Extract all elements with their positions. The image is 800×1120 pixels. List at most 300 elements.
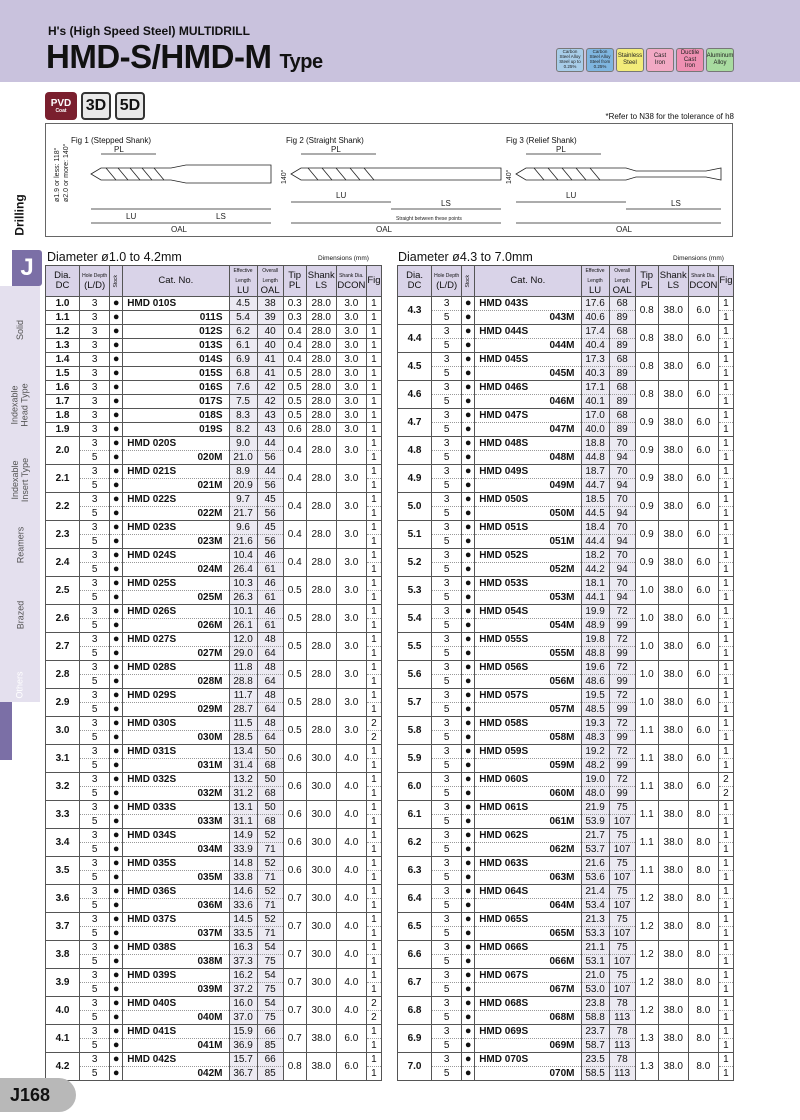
fig-cell: 1 <box>718 395 733 409</box>
fig-cell: 1 <box>366 605 381 619</box>
lu-cell: 28.8 <box>229 675 257 689</box>
lu-cell: 36.7 <box>229 1067 257 1081</box>
lu-cell: 53.4 <box>581 899 609 913</box>
oal-cell: 89 <box>609 339 635 353</box>
side-tab-brazed[interactable]: Brazed <box>15 600 25 630</box>
col-header-line2: PL <box>640 280 653 291</box>
lu-cell: 53.1 <box>581 955 609 969</box>
dia-cell: 2.1 <box>46 465 80 493</box>
dcon-cell: 4.0 <box>336 745 366 773</box>
stock-dot: ● <box>110 325 123 339</box>
stock-dot: ● <box>462 605 475 619</box>
fig-cell: 1 <box>366 899 381 913</box>
col-header-line1: Fig <box>367 275 381 286</box>
ld-cell: 3 <box>432 857 462 871</box>
oal-cell: 64 <box>257 647 283 661</box>
ld-cell: 3 <box>80 549 110 563</box>
ld-cell: 5 <box>80 507 110 521</box>
col-header-stock <box>462 266 475 297</box>
stock-dot: ● <box>462 311 475 325</box>
lu-cell: 48.5 <box>581 703 609 717</box>
dcon-cell: 3.0 <box>336 325 366 339</box>
col-header-line2: (L/D) <box>84 280 106 291</box>
cat-no-cell: 034M <box>123 843 229 857</box>
cat-no-cell: HMD 065S <box>475 913 581 927</box>
fig-cell: 1 <box>718 311 733 325</box>
ld-cell: 5 <box>432 787 462 801</box>
lu-cell: 16.2 <box>229 969 257 983</box>
stock-dot: ● <box>462 535 475 549</box>
oal-cell: 75 <box>609 969 635 983</box>
pl-cell: 0.4 <box>283 549 306 577</box>
stock-dot: ● <box>462 297 475 311</box>
pl-cell: 0.9 <box>635 437 658 465</box>
badge-3d: 3D <box>81 92 111 120</box>
stock-dot: ● <box>462 633 475 647</box>
stock-dot: ● <box>110 969 123 983</box>
oal-cell: 40 <box>257 325 283 339</box>
oal-cell: 72 <box>609 661 635 675</box>
cat-no-cell: HMD 070S <box>475 1053 581 1067</box>
dia-cell: 4.0 <box>46 997 80 1025</box>
ls-cell: 38.0 <box>658 1053 688 1081</box>
ls-cell: 28.0 <box>306 633 336 661</box>
ld-cell: 3 <box>80 941 110 955</box>
pl-cell: 0.9 <box>635 521 658 549</box>
lu-cell: 18.7 <box>581 465 609 479</box>
side-tab-insert[interactable]: Indexable Insert Type <box>10 457 31 503</box>
table-row <box>46 661 382 675</box>
cat-no-cell: 037M <box>123 927 229 941</box>
cat-no-cell: HMD 033S <box>123 801 229 815</box>
pl-cell: 0.7 <box>283 997 306 1025</box>
col-header-shank <box>306 266 336 297</box>
ld-cell: 3 <box>80 1025 110 1039</box>
pl-cell: 0.7 <box>283 1025 306 1053</box>
lu-cell: 44.1 <box>581 591 609 605</box>
pl-cell: 1.0 <box>635 689 658 717</box>
table-row <box>398 997 734 1011</box>
dia-cell: 5.9 <box>398 745 432 773</box>
col-header-dia <box>46 266 80 297</box>
ld-cell: 5 <box>432 927 462 941</box>
cat-no-cell: HMD 063S <box>475 857 581 871</box>
ld-cell: 3 <box>80 885 110 899</box>
ld-cell: 5 <box>432 647 462 661</box>
fig-cell: 1 <box>366 535 381 549</box>
dia-cell: 3.4 <box>46 829 80 857</box>
ld-cell: 3 <box>432 1025 462 1039</box>
table-row <box>46 605 382 619</box>
ls-cell: 28.0 <box>306 689 336 717</box>
stock-dot: ● <box>110 521 123 535</box>
ld-cell: 3 <box>80 521 110 535</box>
dia-cell: 3.7 <box>46 913 80 941</box>
fig-cell: 1 <box>718 717 733 731</box>
ld-cell: 3 <box>432 689 462 703</box>
stock-dot: ● <box>462 997 475 1011</box>
cat-no-cell: HMD 054S <box>475 605 581 619</box>
dcon-cell: 6.0 <box>688 605 718 633</box>
fig-cell: 1 <box>718 339 733 353</box>
ld-cell: 5 <box>432 535 462 549</box>
stock-dot: ● <box>110 339 123 353</box>
ls-cell: 28.0 <box>306 465 336 493</box>
fig-cell: 1 <box>366 325 381 339</box>
oal-cell: 113 <box>609 1011 635 1025</box>
table-row <box>398 661 734 675</box>
lu-cell: 16.3 <box>229 941 257 955</box>
ls-cell: 30.0 <box>306 801 336 829</box>
dcon-cell: 6.0 <box>688 437 718 465</box>
lu-cell: 53.7 <box>581 843 609 857</box>
dia-cell: 6.4 <box>398 885 432 913</box>
ls-cell: 38.0 <box>658 493 688 521</box>
dia-cell: 1.2 <box>46 325 80 339</box>
stock-dot: ● <box>110 745 123 759</box>
dcon-cell: 6.0 <box>336 1053 366 1081</box>
col-header-line2: LS <box>667 280 680 291</box>
dcon-cell: 3.0 <box>336 409 366 423</box>
lu-cell: 5.4 <box>229 311 257 325</box>
lu-cell: 40.6 <box>581 311 609 325</box>
dia-cell: 3.3 <box>46 801 80 829</box>
lu-cell: 23.5 <box>581 1053 609 1067</box>
table-row <box>46 633 382 647</box>
ls-cell: 30.0 <box>306 857 336 885</box>
dcon-cell: 4.0 <box>336 997 366 1025</box>
oal-cell: 107 <box>609 815 635 829</box>
fig-cell: 2 <box>366 1011 381 1025</box>
ld-cell: 5 <box>432 703 462 717</box>
stock-dot: ● <box>110 703 123 717</box>
ld-cell: 5 <box>432 1011 462 1025</box>
oal-cell: 75 <box>609 829 635 843</box>
lu-cell: 44.7 <box>581 479 609 493</box>
fig-cell: 1 <box>366 563 381 577</box>
oal-cell: 71 <box>257 927 283 941</box>
pl-cell: 0.9 <box>635 465 658 493</box>
fig-cell: 1 <box>718 1039 733 1053</box>
fig-cell: 1 <box>718 437 733 451</box>
stock-dot: ● <box>110 535 123 549</box>
stock-dot: ● <box>110 899 123 913</box>
col-header-line1: Overall Length <box>262 268 279 284</box>
fig-cell: 1 <box>718 899 733 913</box>
fig-cell: 1 <box>366 353 381 367</box>
oal-cell: 64 <box>257 675 283 689</box>
cat-no-cell: 066M <box>475 955 581 969</box>
dcon-cell: 3.0 <box>336 367 366 381</box>
fig-cell: 1 <box>366 381 381 395</box>
ld-cell: 5 <box>432 955 462 969</box>
ld-cell: 3 <box>432 381 462 395</box>
dia-cell: 6.5 <box>398 913 432 941</box>
dcon-cell: 4.0 <box>336 773 366 801</box>
fig3-label: Fig 3 (Relief Shank) <box>506 136 577 145</box>
dia-cell: 2.8 <box>46 661 80 689</box>
stock-dot: ● <box>462 437 475 451</box>
table-row <box>398 829 734 843</box>
badge-5d: 5D <box>115 92 145 120</box>
ld-cell: 5 <box>80 899 110 913</box>
dia-cell: 2.2 <box>46 493 80 521</box>
stock-dot: ● <box>110 619 123 633</box>
dia-cell: 4.8 <box>398 437 432 465</box>
cat-no-cell: 021M <box>123 479 229 493</box>
ls-cell: 38.0 <box>658 717 688 745</box>
material-swatch: Stainless Steel <box>616 48 644 72</box>
ld-cell: 5 <box>80 843 110 857</box>
side-tab-others[interactable]: Others <box>14 671 25 699</box>
oal-cell: 48 <box>257 661 283 675</box>
stock-dot: ● <box>110 353 123 367</box>
cat-no-cell: HMD 057S <box>475 689 581 703</box>
ld-cell: 5 <box>432 479 462 493</box>
table-row <box>46 885 382 899</box>
cat-no-cell: HMD 026S <box>123 605 229 619</box>
pl-cell: 0.4 <box>283 353 306 367</box>
table-row <box>46 549 382 563</box>
material-swatch: Carbon Steel Alloy Steel from 0.25% <box>586 48 614 72</box>
cat-no-cell: 013S <box>123 339 229 353</box>
oal-cell: 113 <box>609 1039 635 1053</box>
lu-cell: 44.4 <box>581 535 609 549</box>
ls-cell: 28.0 <box>306 661 336 689</box>
dia-cell: 5.3 <box>398 577 432 605</box>
ld-cell: 3 <box>432 997 462 1011</box>
col-header-line1: Shank <box>307 270 335 281</box>
table-row <box>46 941 382 955</box>
fig-cell: 1 <box>366 633 381 647</box>
ls-cell: 38.0 <box>658 969 688 997</box>
stock-dot: ● <box>110 633 123 647</box>
pl-cell: 0.8 <box>635 353 658 381</box>
ld-cell: 3 <box>432 801 462 815</box>
side-tab-solid[interactable]: Solid <box>14 319 25 341</box>
stock-dot: ● <box>462 787 475 801</box>
fig-cell: 1 <box>718 1025 733 1039</box>
dcon-cell: 3.0 <box>336 521 366 549</box>
page-number: J168 <box>0 1078 76 1112</box>
lu-cell: 6.9 <box>229 353 257 367</box>
ld-cell: 3 <box>80 1053 110 1067</box>
cat-no-cell: HMD 035S <box>123 857 229 871</box>
col-header-line1: Effective Length <box>585 268 605 284</box>
cat-no-cell: HMD 037S <box>123 913 229 927</box>
lu-cell: 13.1 <box>229 801 257 815</box>
cat-no-cell: HMD 043S <box>475 297 581 311</box>
fig-cell: 1 <box>718 871 733 885</box>
stock-dot: ● <box>110 1011 123 1025</box>
stock-dot: ● <box>110 857 123 871</box>
cat-no-cell: HMD 034S <box>123 829 229 843</box>
section-tab-drilling[interactable] <box>0 180 40 250</box>
lu-cell: 19.6 <box>581 661 609 675</box>
dia-cell: 1.6 <box>46 381 80 395</box>
dcon-cell: 3.0 <box>336 549 366 577</box>
table-row <box>398 549 734 563</box>
oal-cell: 72 <box>609 745 635 759</box>
ld-cell: 5 <box>80 591 110 605</box>
oal-cell: 85 <box>257 1039 283 1053</box>
ld-cell: 3 <box>432 521 462 535</box>
fig2-oal: OAL <box>376 225 393 234</box>
col-header-line1: Cat. No. <box>510 275 546 286</box>
stock-dot: ● <box>462 353 475 367</box>
fig-cell: 1 <box>366 395 381 409</box>
table-row <box>46 465 382 479</box>
stock-dot: ● <box>110 479 123 493</box>
dia-cell: 6.1 <box>398 801 432 829</box>
lu-cell: 18.2 <box>581 549 609 563</box>
ld-cell: 3 <box>80 339 110 353</box>
oal-cell: 46 <box>257 605 283 619</box>
fig-cell: 1 <box>718 1053 733 1067</box>
lu-cell: 33.6 <box>229 899 257 913</box>
ls-cell: 28.0 <box>306 437 336 465</box>
ls-cell: 38.0 <box>658 661 688 689</box>
fig-cell: 1 <box>718 815 733 829</box>
pl-cell: 0.6 <box>283 857 306 885</box>
dia-cell: 1.7 <box>46 395 80 409</box>
oal-cell: 68 <box>609 381 635 395</box>
pl-cell: 1.2 <box>635 997 658 1025</box>
lu-cell: 14.5 <box>229 913 257 927</box>
cat-no-cell: 023M <box>123 535 229 549</box>
pl-cell: 1.0 <box>635 577 658 605</box>
pl-cell: 0.7 <box>283 969 306 997</box>
dcon-cell: 6.0 <box>688 493 718 521</box>
oal-cell: 89 <box>609 423 635 437</box>
ld-cell: 5 <box>432 731 462 745</box>
fig-cell: 1 <box>366 479 381 493</box>
pl-cell: 0.7 <box>283 885 306 913</box>
fig2-lu: LU <box>336 191 347 200</box>
lu-cell: 15.7 <box>229 1053 257 1067</box>
stock-dot: ● <box>110 675 123 689</box>
oal-cell: 72 <box>609 773 635 787</box>
oal-cell: 107 <box>609 843 635 857</box>
lu-cell: 18.1 <box>581 577 609 591</box>
ld-cell: 5 <box>432 983 462 997</box>
col-header-line2: DCON <box>689 280 718 291</box>
lu-cell: 6.1 <box>229 339 257 353</box>
fig3-drill-outline <box>516 168 721 180</box>
cat-no-cell: HMD 059S <box>475 745 581 759</box>
dia-cell: 2.4 <box>46 549 80 577</box>
pl-cell: 0.4 <box>283 465 306 493</box>
ls-cell: 38.0 <box>658 633 688 661</box>
fig-cell: 2 <box>366 997 381 1011</box>
section-tab-j[interactable]: J <box>12 250 42 286</box>
oal-cell: 78 <box>609 1053 635 1067</box>
col-header-hd <box>80 266 110 297</box>
lu-cell: 40.0 <box>581 423 609 437</box>
lu-cell: 21.1 <box>581 941 609 955</box>
pl-cell: 0.8 <box>635 325 658 353</box>
oal-cell: 48 <box>257 689 283 703</box>
pvd-label: PVD <box>50 97 72 109</box>
dcon-cell: 6.0 <box>688 549 718 577</box>
table-row <box>46 381 382 395</box>
table-row <box>46 395 382 409</box>
lu-cell: 19.8 <box>581 633 609 647</box>
fig-cell: 2 <box>718 787 733 801</box>
pl-cell: 1.1 <box>635 857 658 885</box>
lu-cell: 21.0 <box>581 969 609 983</box>
ls-cell: 38.0 <box>658 689 688 717</box>
dia-cell: 6.0 <box>398 773 432 801</box>
side-tab-head[interactable]: Indexable Head Type <box>10 383 30 427</box>
stock-dot: ● <box>110 843 123 857</box>
dcon-cell: 8.0 <box>688 885 718 913</box>
lu-cell: 44.8 <box>581 451 609 465</box>
dcon-cell: 8.0 <box>688 857 718 885</box>
lu-cell: 19.5 <box>581 689 609 703</box>
dcon-cell: 6.0 <box>688 689 718 717</box>
table-row <box>46 717 382 731</box>
fig2-flutes <box>308 168 374 180</box>
lu-cell: 12.0 <box>229 633 257 647</box>
cat-no-cell: HMD 025S <box>123 577 229 591</box>
fig-cell: 1 <box>718 423 733 437</box>
fig2-label: Fig 2 (Straight Shank) <box>286 136 364 145</box>
dia-cell: 5.8 <box>398 717 432 745</box>
cat-no-cell: 033M <box>123 815 229 829</box>
cat-no-cell: HMD 029S <box>123 689 229 703</box>
stock-dot: ● <box>110 549 123 563</box>
pl-cell: 0.4 <box>283 437 306 465</box>
ls-cell: 38.0 <box>658 381 688 409</box>
stock-dot: ● <box>110 661 123 675</box>
oal-cell: 54 <box>257 941 283 955</box>
stock-dot: ● <box>110 647 123 661</box>
lu-cell: 33.8 <box>229 871 257 885</box>
oal-cell: 72 <box>609 717 635 731</box>
ls-cell: 38.0 <box>658 549 688 577</box>
dcon-cell: 4.0 <box>336 829 366 857</box>
fig1-oal: OAL <box>171 225 188 234</box>
oal-cell: 56 <box>257 535 283 549</box>
side-tab-reamers[interactable]: Reamers <box>14 526 25 564</box>
cat-no-cell: 011S <box>123 311 229 325</box>
table-row <box>46 913 382 927</box>
stock-dot: ● <box>110 311 123 325</box>
oal-cell: 48 <box>257 633 283 647</box>
lu-cell: 4.5 <box>229 297 257 311</box>
ld-cell: 5 <box>80 815 110 829</box>
lu-cell: 58.8 <box>581 1011 609 1025</box>
stock-dot: ● <box>462 395 475 409</box>
stock-dot: ● <box>462 801 475 815</box>
ld-cell: 3 <box>80 605 110 619</box>
dcon-cell: 4.0 <box>336 801 366 829</box>
oal-cell: 70 <box>609 465 635 479</box>
stock-dot: ● <box>462 773 475 787</box>
pl-cell: 0.5 <box>283 717 306 745</box>
pl-cell: 0.8 <box>635 381 658 409</box>
pl-cell: 1.0 <box>635 633 658 661</box>
dia-cell: 5.4 <box>398 605 432 633</box>
lu-cell: 48.3 <box>581 731 609 745</box>
oal-cell: 75 <box>609 885 635 899</box>
oal-cell: 41 <box>257 353 283 367</box>
ld-cell: 3 <box>80 913 110 927</box>
oal-cell: 41 <box>257 367 283 381</box>
pl-cell: 0.5 <box>283 577 306 605</box>
oal-cell: 68 <box>257 759 283 773</box>
